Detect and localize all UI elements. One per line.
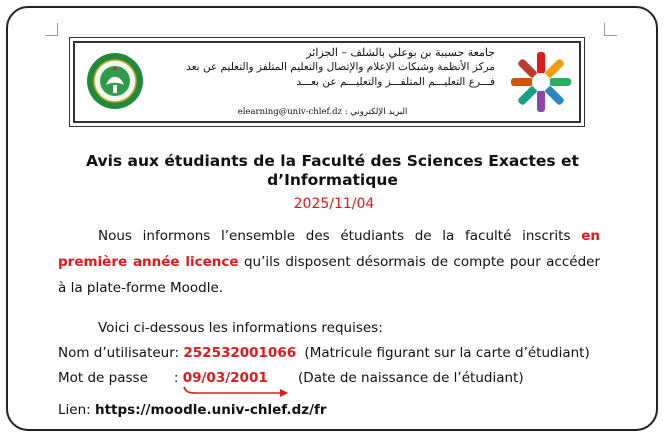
paragraph-part1: Nous informons l’ensemble des étudiants de la faculté inscrits	[98, 228, 582, 244]
header-email-label: البريد الإلكتروني :	[344, 107, 408, 117]
university-seal-logo	[86, 52, 144, 110]
paragraph-highlight: en première année licence	[58, 228, 600, 270]
username-label: Nom d’utilisateur:	[58, 345, 184, 361]
arrow-icon	[180, 384, 290, 398]
ted-logo	[508, 51, 574, 113]
paragraph-part2: qu’ils disposent désormais de compte pour accéder à la plate-forme Moodle.	[58, 254, 600, 296]
password-label: Mot de passe	[58, 370, 148, 386]
notice-paragraph	[58, 223, 600, 301]
moodle-link[interactable]: https://moodle.univ-chlef.dz/fr	[94, 402, 327, 418]
crop-mark-top-left	[45, 23, 58, 36]
header-email-line	[150, 107, 495, 117]
header-branch-name: فـــرع التعليـــم المتلفـــز والتعليـــم عن بعـــد	[296, 76, 495, 88]
header-center-name: مركز الأنظمة وشبكات الإعلام والإتصال والتعليم المتلفز والتعليم عن بعد	[186, 61, 495, 73]
link-label: Lien:	[58, 402, 95, 418]
password-line	[58, 370, 524, 386]
notice-title: Avis aux étudiants de la Faculté des Sciences Exactes et d’Informatique	[86, 152, 579, 189]
password-colon: :	[173, 370, 183, 386]
info-intro: Voici ci-dessous les informations requises:	[98, 320, 383, 336]
notice-date: 2025/11/04	[293, 196, 375, 212]
header-email[interactable]: elearning@univ-chlef.dz	[237, 107, 342, 117]
header-university-name: جامعة حسيبة بن بوعلي بالشلف – الجزائر	[306, 46, 495, 59]
username-note: (Matricule figurant sur la carte d’étudiant)	[304, 345, 590, 361]
username-value: 252532001066	[183, 345, 297, 361]
letterhead	[69, 37, 585, 127]
password-value: 09/03/2001	[182, 370, 268, 386]
password-note: (Date de naissance de l’étudiant)	[298, 370, 524, 386]
username-line	[58, 345, 590, 361]
link-line	[58, 402, 327, 418]
crop-mark-top-right	[604, 23, 617, 36]
